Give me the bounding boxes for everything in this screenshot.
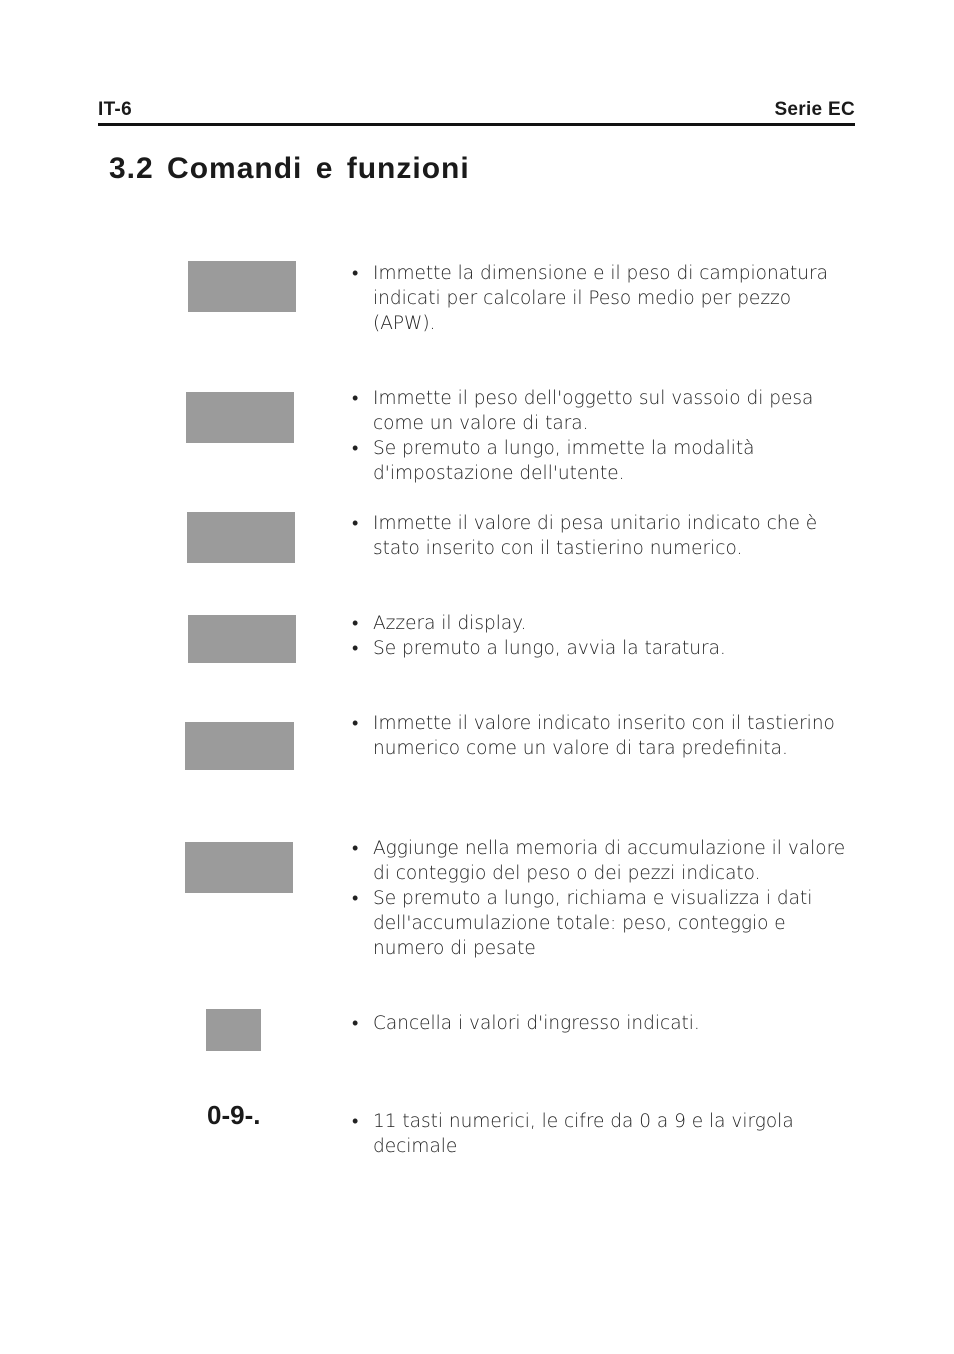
unit-weight-key-image: [187, 512, 295, 563]
function-description: [352, 1109, 852, 1159]
apw-key-image: [188, 261, 296, 312]
header-divider: [98, 123, 855, 126]
list-item: • 11 tasti numerici, le cifre da 0 a 9 e la virgola decimale: [352, 1109, 852, 1159]
numeric-keys-label: 0-9-.: [207, 1100, 261, 1130]
function-description: [352, 711, 852, 761]
function-description: [352, 261, 852, 336]
list-item: • Se premuto a lungo, immette la modalità d'impostazione dell'utente.: [352, 436, 852, 486]
zero-key-image: [188, 615, 296, 663]
list-item: • Cancella i valori d'ingresso indicati.: [352, 1011, 852, 1036]
series-name: Serie EC: [774, 99, 855, 120]
clear-key-image: [206, 1009, 261, 1051]
function-description: [352, 836, 852, 961]
list-item: • Se premuto a lungo, richiama e visualizza i dati dell'accumulazione totale: peso, conteggio e numero di pesate: [352, 886, 852, 961]
list-item: • Azzera il display.: [352, 611, 852, 636]
function-description: [352, 511, 852, 561]
accumulation-key-image: [185, 842, 293, 893]
page-number: IT-6: [98, 99, 132, 120]
list-item: • Immette il valore di pesa unitario indicato che è stato inserito con il tastierino numerico.: [352, 511, 852, 561]
list-item: • Se premuto a lungo, avvia la taratura.: [352, 636, 852, 661]
tare-key-image: [186, 392, 294, 443]
section-title: 3.2 Comandi e funzioni: [109, 152, 470, 185]
function-description: [352, 1011, 852, 1036]
list-item: • Aggiunge nella memoria di accumulazione il valore di conteggio del peso o dei pezzi indicato.: [352, 836, 852, 886]
list-item: • Immette il peso dell'oggetto sul vassoio di pesa come un valore di tara.: [352, 386, 852, 436]
list-item: • Immette il valore indicato inserito con il tastierino numerico come un valore di tara predefinita.: [352, 711, 852, 761]
function-description: [352, 611, 852, 661]
preset-tare-key-image: [185, 722, 294, 770]
list-item: • Immette la dimensione e il peso di campionatura indicati per calcolare il Peso medio per pezzo (APW).: [352, 261, 852, 336]
function-description: [352, 386, 852, 486]
